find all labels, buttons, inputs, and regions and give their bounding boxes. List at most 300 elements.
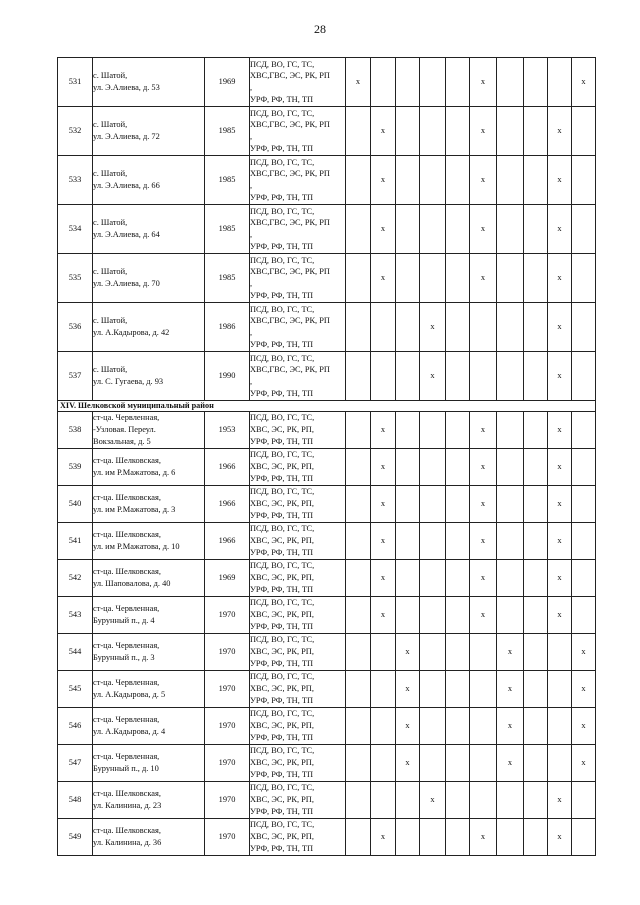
mark-cell — [346, 156, 371, 205]
mark-cell — [446, 107, 470, 156]
mark-cell — [497, 58, 524, 107]
mark-cell — [524, 708, 548, 745]
mark-cell — [446, 412, 470, 449]
systems-cell — [250, 205, 346, 254]
mark-cell: х — [396, 671, 420, 708]
year-cell: 1970 — [205, 708, 250, 745]
mark-cell — [548, 634, 572, 671]
address-line: ул. А.Кадырова, д. 42 — [93, 328, 170, 337]
mark-cell — [446, 745, 470, 782]
systems-line: ПСД, ВО, ГС, ТС, — [250, 709, 315, 719]
systems-cell — [250, 745, 346, 782]
year-cell: 1969 — [205, 58, 250, 107]
mark-cell — [497, 449, 524, 486]
systems-line: ХВС, ЭС, РК, РП, — [250, 425, 314, 435]
mark-cell — [346, 597, 371, 634]
address-line: ул. Калинина, д. 36 — [93, 838, 162, 847]
mark-cell — [524, 671, 548, 708]
mark-cell — [446, 523, 470, 560]
mark-cell — [572, 819, 596, 856]
mark-cell: х — [497, 671, 524, 708]
mark-cell — [396, 205, 420, 254]
mark-cell: х — [497, 708, 524, 745]
year-cell: 1970 — [205, 745, 250, 782]
mark-cell — [346, 560, 371, 597]
mark-cell: х — [548, 597, 572, 634]
mark-cell: х — [371, 412, 396, 449]
table-row — [58, 449, 596, 486]
address-line: ст-ца. Шелковская, — [93, 530, 161, 540]
address-line: ул. Калинина, д. 23 — [93, 801, 162, 810]
mark-cell — [396, 597, 420, 634]
mark-cell — [346, 523, 371, 560]
mark-cell: х — [548, 254, 572, 303]
row-number: 537 — [58, 352, 93, 401]
systems-line: ПСД, ВО, ГС, ТС, — [250, 783, 315, 793]
section-header-row — [58, 401, 596, 412]
mark-cell: х — [470, 107, 497, 156]
mark-cell: х — [572, 671, 596, 708]
address-line: ул. С. Гугаева, д. 93 — [93, 377, 164, 386]
systems-cell — [250, 449, 346, 486]
mark-cell — [420, 205, 446, 254]
systems-cell — [250, 819, 346, 856]
mark-cell — [396, 107, 420, 156]
systems-line: ХВС,ГВС, ЭС, РК, РП — [250, 316, 330, 326]
table-row — [58, 671, 596, 708]
mark-cell: х — [470, 523, 497, 560]
mark-cell — [524, 303, 548, 352]
year-cell: 1970 — [205, 782, 250, 819]
mark-cell: х — [470, 560, 497, 597]
mark-cell: х — [548, 352, 572, 401]
mark-cell — [446, 597, 470, 634]
address-cell — [93, 303, 205, 352]
mark-cell — [446, 449, 470, 486]
systems-line: УРФ, РФ, ТН, ТП — [250, 621, 314, 631]
address-cell — [93, 449, 205, 486]
mark-cell: х — [470, 205, 497, 254]
mark-cell: х — [572, 58, 596, 107]
mark-cell: х — [548, 523, 572, 560]
mark-cell — [548, 745, 572, 782]
mark-cell — [396, 486, 420, 523]
mark-cell — [446, 486, 470, 523]
mark-cell — [396, 782, 420, 819]
systems-line: , — [250, 181, 253, 190]
mark-cell: х — [371, 819, 396, 856]
mark-cell: х — [420, 303, 446, 352]
mark-cell — [470, 671, 497, 708]
mark-cell — [446, 671, 470, 708]
address-line: ст-ца. Шелковская, — [93, 789, 161, 799]
mark-cell — [371, 708, 396, 745]
mark-cell: х — [420, 352, 446, 401]
mark-cell — [346, 708, 371, 745]
systems-cell — [250, 412, 346, 449]
systems-line: УРФ, РФ, ТН, ТП — [250, 388, 314, 398]
systems-line: ПСД, ВО, ГС, ТС, — [250, 413, 315, 423]
systems-line: ХВС, ЭС, РК, РП, — [250, 647, 314, 657]
address-cell — [93, 107, 205, 156]
systems-line: ПСД, ВО, ГС, ТС, — [250, 108, 315, 118]
mark-cell: х — [371, 486, 396, 523]
systems-line: УРФ, РФ, ТН, ТП — [250, 241, 314, 251]
systems-line: ПСД, ВО, ГС, ТС, — [250, 635, 315, 645]
systems-line: , — [250, 328, 253, 337]
year-cell: 1970 — [205, 819, 250, 856]
systems-line: ХВС, ЭС, РК, РП, — [250, 684, 314, 694]
systems-line: ХВС, ЭС, РК, РП, — [250, 536, 314, 546]
mark-cell — [446, 352, 470, 401]
mark-cell: х — [572, 634, 596, 671]
mark-cell — [396, 303, 420, 352]
systems-cell — [250, 782, 346, 819]
table-row — [58, 205, 596, 254]
row-number: 533 — [58, 156, 93, 205]
mark-cell — [524, 205, 548, 254]
mark-cell — [420, 412, 446, 449]
row-number: 534 — [58, 205, 93, 254]
systems-line: УРФ, РФ, ТН, ТП — [250, 695, 314, 705]
address-line: ул. Э.Алиева, д. 70 — [93, 279, 160, 288]
mark-cell — [548, 708, 572, 745]
year-cell: 1970 — [205, 671, 250, 708]
systems-line: УРФ, РФ, ТН, ТП — [250, 290, 314, 300]
mark-cell: х — [346, 58, 371, 107]
mark-cell — [572, 486, 596, 523]
systems-line: ХВС,ГВС, ЭС, РК, РП — [250, 365, 330, 375]
section-title: XIV. Шелковской муниципальный район — [58, 401, 596, 412]
mark-cell — [420, 819, 446, 856]
mark-cell — [497, 205, 524, 254]
mark-cell — [346, 107, 371, 156]
mark-cell — [420, 597, 446, 634]
mark-cell — [497, 523, 524, 560]
mark-cell — [470, 745, 497, 782]
mark-cell — [371, 782, 396, 819]
mark-cell — [346, 671, 371, 708]
address-line: ст-ца. Червленная, — [93, 604, 160, 614]
systems-line: ХВС, ЭС, РК, РП, — [250, 758, 314, 768]
year-cell: 1986 — [205, 303, 250, 352]
mark-cell — [396, 156, 420, 205]
table-row — [58, 819, 596, 856]
year-cell: 1966 — [205, 523, 250, 560]
systems-line: ХВС,ГВС, ЭС, РК, РП — [250, 71, 330, 81]
mark-cell — [524, 745, 548, 782]
mark-cell — [396, 352, 420, 401]
systems-cell — [250, 634, 346, 671]
mark-cell — [371, 634, 396, 671]
mark-cell — [572, 597, 596, 634]
systems-line: УРФ, РФ, ТН, ТП — [250, 510, 314, 520]
mark-cell: х — [572, 708, 596, 745]
year-cell: 1966 — [205, 486, 250, 523]
mark-cell — [420, 254, 446, 303]
systems-cell — [250, 156, 346, 205]
mark-cell: х — [470, 486, 497, 523]
systems-line: ХВС, ЭС, РК, РП, — [250, 573, 314, 583]
row-number: 531 — [58, 58, 93, 107]
systems-cell — [250, 486, 346, 523]
systems-line: УРФ, РФ, ТН, ТП — [250, 94, 314, 104]
mark-cell — [396, 449, 420, 486]
table-row — [58, 254, 596, 303]
address-line: ул. Э.Алиева, д. 53 — [93, 83, 160, 92]
mark-cell — [572, 254, 596, 303]
table-row — [58, 412, 596, 449]
mark-cell: х — [371, 107, 396, 156]
registry-table — [57, 57, 596, 856]
mark-cell — [346, 819, 371, 856]
year-cell: 1970 — [205, 597, 250, 634]
mark-cell — [524, 352, 548, 401]
mark-cell — [371, 745, 396, 782]
systems-line: ХВС,ГВС, ЭС, РК, РП — [250, 169, 330, 179]
systems-line: ХВС,ГВС, ЭС, РК, РП — [250, 267, 330, 277]
table-row — [58, 352, 596, 401]
systems-line: УРФ, РФ, ТН, ТП — [250, 339, 314, 349]
mark-cell: х — [396, 634, 420, 671]
year-cell: 1969 — [205, 560, 250, 597]
mark-cell — [497, 352, 524, 401]
year-cell: 1985 — [205, 156, 250, 205]
address-cell — [93, 671, 205, 708]
address-line: ул. им Р.Мажатова, д. 3 — [93, 505, 176, 514]
mark-cell: х — [470, 412, 497, 449]
address-cell — [93, 254, 205, 303]
systems-line: УРФ, РФ, ТН, ТП — [250, 732, 314, 742]
row-number: 544 — [58, 634, 93, 671]
systems-line: ПСД, ВО, ГС, ТС, — [250, 487, 315, 497]
mark-cell — [346, 303, 371, 352]
mark-cell — [524, 782, 548, 819]
row-number: 542 — [58, 560, 93, 597]
address-line: ул. Э.Алиева, д. 66 — [93, 181, 160, 190]
address-cell — [93, 634, 205, 671]
address-cell — [93, 156, 205, 205]
mark-cell — [572, 782, 596, 819]
address-cell — [93, 523, 205, 560]
systems-line: ХВС, ЭС, РК, РП, — [250, 795, 314, 805]
mark-cell: х — [371, 523, 396, 560]
mark-cell — [470, 352, 497, 401]
mark-cell: х — [548, 156, 572, 205]
year-cell: 1990 — [205, 352, 250, 401]
mark-cell — [470, 708, 497, 745]
address-cell — [93, 412, 205, 449]
systems-line: УРФ, РФ, ТН, ТП — [250, 769, 314, 779]
mark-cell — [572, 156, 596, 205]
address-line: с. Шатой, — [93, 316, 128, 326]
address-line: Бурунный п., д. 10 — [93, 764, 159, 773]
row-number: 545 — [58, 671, 93, 708]
row-number: 539 — [58, 449, 93, 486]
year-cell: 1970 — [205, 634, 250, 671]
mark-cell — [572, 107, 596, 156]
mark-cell — [497, 412, 524, 449]
systems-line: УРФ, РФ, ТН, ТП — [250, 192, 314, 202]
row-number: 549 — [58, 819, 93, 856]
systems-line: , — [250, 279, 253, 288]
mark-cell — [446, 303, 470, 352]
mark-cell — [396, 412, 420, 449]
systems-line: УРФ, РФ, ТН, ТП — [250, 473, 314, 483]
table-row — [58, 107, 596, 156]
mark-cell — [420, 486, 446, 523]
mark-cell — [524, 560, 548, 597]
systems-line: ХВС, ЭС, РК, РП, — [250, 832, 314, 842]
address-line: ул. А.Кадырова, д. 4 — [93, 727, 166, 736]
address-line: ст-ца. Червленная, — [93, 413, 160, 423]
mark-cell — [346, 412, 371, 449]
systems-line: ПСД, ВО, ГС, ТС, — [250, 746, 315, 756]
mark-cell — [420, 671, 446, 708]
mark-cell: х — [548, 560, 572, 597]
systems-line: , — [250, 83, 253, 92]
address-line: ул. им Р.Мажатова, д. 6 — [93, 468, 176, 477]
mark-cell: х — [371, 449, 396, 486]
address-line: -Узловая. Переул. — [93, 425, 156, 435]
address-line: с. Шатой, — [93, 169, 128, 179]
systems-line: ХВС, ЭС, РК, РП, — [250, 721, 314, 731]
address-line: ул. Э.Алиева, д. 64 — [93, 230, 160, 239]
mark-cell — [420, 58, 446, 107]
mark-cell — [497, 156, 524, 205]
systems-line: УРФ, РФ, ТН, ТП — [250, 843, 314, 853]
address-line: ст-ца. Шелковская, — [93, 456, 161, 466]
systems-line: ХВС,ГВС, ЭС, РК, РП — [250, 218, 330, 228]
address-line: ст-ца. Червленная, — [93, 752, 160, 762]
mark-cell — [371, 671, 396, 708]
address-line: ст-ца. Шелковская, — [93, 567, 161, 577]
row-number: 541 — [58, 523, 93, 560]
mark-cell — [524, 486, 548, 523]
mark-cell — [420, 523, 446, 560]
mark-cell — [396, 254, 420, 303]
systems-line: ПСД, ВО, ГС, ТС, — [250, 598, 315, 608]
address-line: с. Шатой, — [93, 120, 128, 130]
mark-cell — [548, 58, 572, 107]
mark-cell — [572, 303, 596, 352]
systems-line: ПСД, ВО, ГС, ТС, — [250, 820, 315, 830]
systems-line: ПСД, ВО, ГС, ТС, — [250, 255, 315, 265]
mark-cell: х — [548, 205, 572, 254]
address-cell — [93, 745, 205, 782]
mark-cell — [420, 107, 446, 156]
table-row — [58, 303, 596, 352]
row-number: 536 — [58, 303, 93, 352]
mark-cell — [396, 560, 420, 597]
mark-cell — [346, 254, 371, 303]
year-cell: 1985 — [205, 107, 250, 156]
mark-cell — [524, 107, 548, 156]
mark-cell: х — [470, 156, 497, 205]
mark-cell: х — [470, 597, 497, 634]
table-row — [58, 745, 596, 782]
address-line: ст-ца. Червленная, — [93, 641, 160, 651]
systems-line: ПСД, ВО, ГС, ТС, — [250, 206, 315, 216]
mark-cell — [420, 745, 446, 782]
mark-cell — [346, 782, 371, 819]
systems-cell — [250, 523, 346, 560]
mark-cell — [420, 708, 446, 745]
table-row — [58, 560, 596, 597]
systems-line: ПСД, ВО, ГС, ТС, — [250, 450, 315, 460]
address-cell — [93, 819, 205, 856]
address-cell — [93, 58, 205, 107]
row-number: 538 — [58, 412, 93, 449]
systems-line: ПСД, ВО, ГС, ТС, — [250, 524, 315, 534]
mark-cell — [371, 58, 396, 107]
table-row — [58, 58, 596, 107]
mark-cell: х — [548, 303, 572, 352]
table-row — [58, 156, 596, 205]
address-line: с. Шатой, — [93, 365, 128, 375]
mark-cell — [524, 634, 548, 671]
mark-cell — [346, 205, 371, 254]
mark-cell — [524, 523, 548, 560]
address-line: Вокзальная, д. 5 — [93, 436, 151, 446]
table-row — [58, 782, 596, 819]
address-cell — [93, 782, 205, 819]
systems-line: ПСД, ВО, ГС, ТС, — [250, 157, 315, 167]
mark-cell: х — [396, 708, 420, 745]
mark-cell: х — [396, 745, 420, 782]
mark-cell — [572, 205, 596, 254]
year-cell: 1966 — [205, 449, 250, 486]
table-row — [58, 708, 596, 745]
mark-cell: х — [371, 156, 396, 205]
mark-cell — [446, 708, 470, 745]
row-number: 532 — [58, 107, 93, 156]
systems-cell — [250, 560, 346, 597]
mark-cell — [524, 449, 548, 486]
mark-cell — [446, 156, 470, 205]
mark-cell: х — [548, 782, 572, 819]
row-number: 548 — [58, 782, 93, 819]
mark-cell — [572, 449, 596, 486]
address-cell — [93, 708, 205, 745]
mark-cell — [420, 156, 446, 205]
year-cell: 1985 — [205, 205, 250, 254]
mark-cell — [572, 352, 596, 401]
mark-cell: х — [371, 597, 396, 634]
year-cell: 1985 — [205, 254, 250, 303]
mark-cell — [346, 449, 371, 486]
row-number: 546 — [58, 708, 93, 745]
address-cell — [93, 597, 205, 634]
systems-line: УРФ, РФ, ТН, ТП — [250, 806, 314, 816]
row-number: 540 — [58, 486, 93, 523]
systems-line: УРФ, РФ, ТН, ТП — [250, 547, 314, 557]
mark-cell — [572, 523, 596, 560]
mark-cell — [346, 745, 371, 782]
mark-cell: х — [470, 819, 497, 856]
mark-cell: х — [548, 449, 572, 486]
row-number: 543 — [58, 597, 93, 634]
mark-cell — [470, 303, 497, 352]
mark-cell — [346, 352, 371, 401]
systems-line: УРФ, РФ, ТН, ТП — [250, 584, 314, 594]
systems-line: ХВС, ЭС, РК, РП, — [250, 499, 314, 509]
address-line: с. Шатой, — [93, 267, 128, 277]
address-line: ст-ца. Шелковская, — [93, 826, 161, 836]
mark-cell: х — [548, 107, 572, 156]
mark-cell — [371, 352, 396, 401]
mark-cell: х — [470, 58, 497, 107]
